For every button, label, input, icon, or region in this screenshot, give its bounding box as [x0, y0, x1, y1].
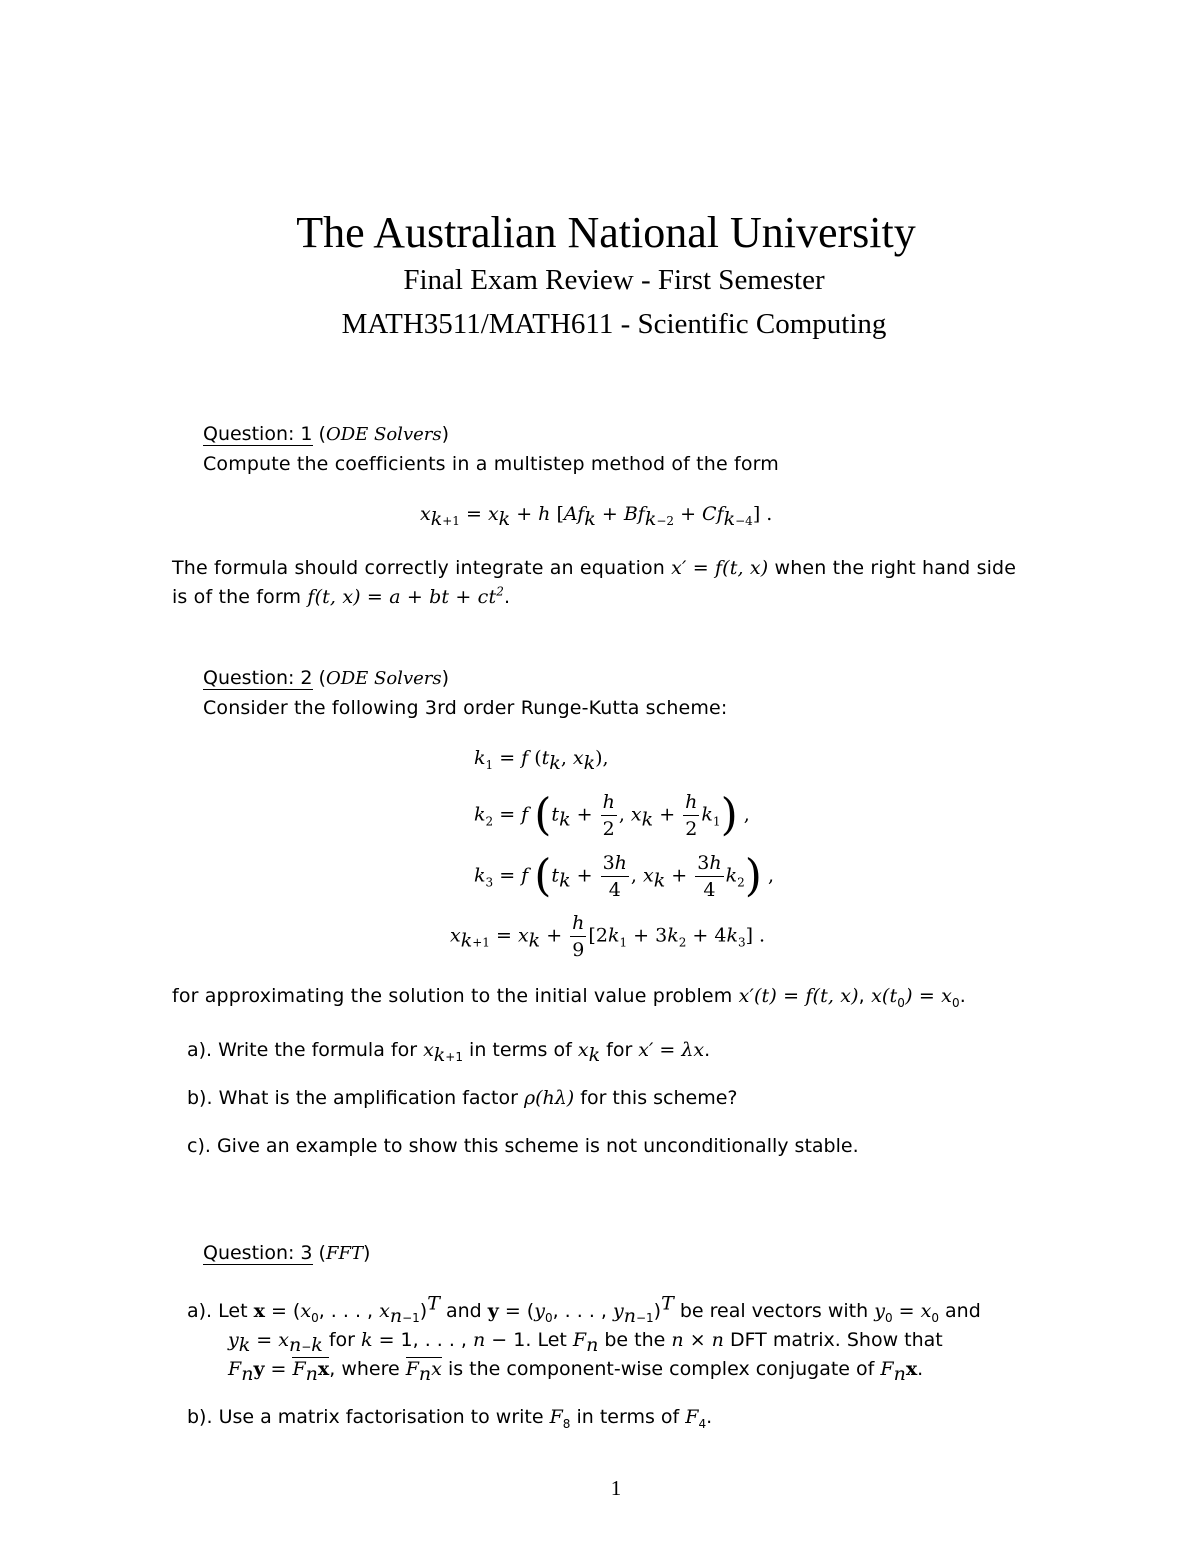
question-3-part-b: b). Use a matrix factorisation to write $F_8$ in terms of $F_4$. — [187, 1406, 713, 1431]
q3-a-where: , where — [329, 1358, 400, 1380]
part-c-text: Give an example to show this scheme is not unconditionally stable. — [216, 1135, 859, 1157]
question-1-heading: Question: 1 (ODE Solvers) — [203, 423, 450, 445]
part-a-text-1: Write the formula for — [218, 1039, 418, 1061]
course-subtitle: MATH3511/MATH611 - Scientific Computing — [341, 308, 887, 340]
q3-a-and2: and — [945, 1300, 981, 1322]
question-3-part-a-line2: $y_k = x_{n-k}$ for k = 1, . . . , n − 1. Let $F_n$ be the n × n DFT matrix. Show that — [228, 1329, 943, 1356]
q3-part-b-label: b). — [187, 1406, 213, 1428]
q3-a-conj: is the component-wise complex conjugate of — [447, 1358, 875, 1380]
question-3-label: Question: 3 — [203, 1242, 313, 1264]
question-2-part-c — [187, 1132, 859, 1161]
ode-equation: x′ = f(t, x) — [671, 557, 769, 579]
question-1-text-2: when the right hand side — [774, 557, 1017, 579]
question-1-text-line2: is of the form f(t, x) = a + bt + $ct^2$. — [172, 584, 511, 608]
q3-a-let: Let — [218, 1300, 248, 1322]
q3-a-letF: . Let — [525, 1329, 567, 1351]
multistep-formula: $x_{k+1} = x_k + h$ $[Af_k + Bf_{k-2} + Cf_{k-4}]$ . — [420, 503, 773, 530]
question-2-ivp-text: for approximating the solution to the initial value problem x′(t) = f(t, x), $x(t_0) = x_0$. — [172, 985, 966, 1010]
question-2-part-b: b). What is the amplification factor ρ(hλ) for this scheme? — [187, 1087, 738, 1109]
question-2-text-after: for approximating the solution to the initial value problem — [172, 985, 733, 1007]
q3-part-a-label: a). — [187, 1300, 213, 1322]
question-2-intro: Consider the following 3rd order Runge-Kutta scheme: — [203, 697, 728, 719]
q3-a-bethe: be the — [604, 1329, 666, 1351]
part-b-text-1: What is the amplification factor — [218, 1087, 518, 1109]
university-title: The Australian National University — [296, 208, 916, 257]
question-1-text-1: The formula should correctly integrate an equation — [172, 557, 665, 579]
q3-a-real: be real vectors with — [679, 1300, 869, 1322]
question-3-topic: FFT — [325, 1243, 363, 1264]
rk-k1: $k_1 = f$ ($t_k$, $x_k$), — [474, 747, 609, 774]
rk-k3: $k_3 = f$ ($t_k$ + $\frac{3h}{4}$ , $x_k$ + $\frac{3h}{4}$ $k_2$) , — [474, 850, 775, 902]
question-2-label: Question: 2 — [203, 667, 313, 689]
q3-a-for: for — [328, 1329, 355, 1351]
part-b-label: b). — [187, 1087, 213, 1109]
question-2-topic: ODE Solvers — [325, 668, 442, 689]
q3-part-b-text-1: Use a matrix factorisation to write — [218, 1406, 544, 1428]
question-2-part-a: a). Write the formula for $x_{k+1}$ in terms of $x_k$ for x′ = λx. — [187, 1039, 711, 1066]
question-2-heading: Question: 2 (ODE Solvers) — [203, 667, 450, 689]
rk-update: $x_{k+1} = x_k$ + $\frac{h}{9}$ $[2k_1 + 3k_2 + 4k_3]$ . — [450, 912, 766, 961]
question-3-heading: Question: 3 (FFT) — [203, 1242, 371, 1264]
part-b-text-2: for this scheme? — [580, 1087, 738, 1109]
question-3-part-a-line1: a). Let $x = (x_0$, . . . , $x_{n-1})^T$ and $y = (y_0$, . . . , $y_{n-1})^T$ be real vectors with $y_0 = x_0$ and — [187, 1292, 981, 1327]
question-1-topic: ODE Solvers — [325, 424, 442, 445]
exam-subtitle: Final Exam Review - First Semester — [403, 264, 825, 296]
part-c-label: c). — [187, 1135, 211, 1157]
q3-part-b-text-2: in terms of — [576, 1406, 680, 1428]
part-a-text-3: for — [606, 1039, 633, 1061]
page-number: 1 — [610, 1476, 622, 1500]
question-1-intro: Compute the coefficients in a multistep method of the form — [203, 453, 779, 475]
part-a-label: a). — [187, 1039, 213, 1061]
q3-a-and: and — [445, 1300, 482, 1322]
question-1-text-3: is of the form — [172, 586, 302, 608]
question-3-part-a-line3: $F_ny = F_nx$, where $F_nx$ is the component-wise complex conjugate of $F_nx$. — [228, 1358, 924, 1385]
q3-a-dft: DFT matrix. Show that — [729, 1329, 943, 1351]
rk-k2: $k_2 = f$ ($t_k$ + $\frac{h}{2}$ , $x_k$ + $\frac{h}{2}$ $k_1$) , — [474, 789, 750, 841]
question-1-label: Question: 1 — [203, 423, 313, 445]
question-1-text-line1 — [172, 556, 1016, 580]
part-a-text-2: in terms of — [469, 1039, 572, 1061]
rhs-form: f(t, x) = a + bt + $ct^2$ — [307, 584, 505, 608]
